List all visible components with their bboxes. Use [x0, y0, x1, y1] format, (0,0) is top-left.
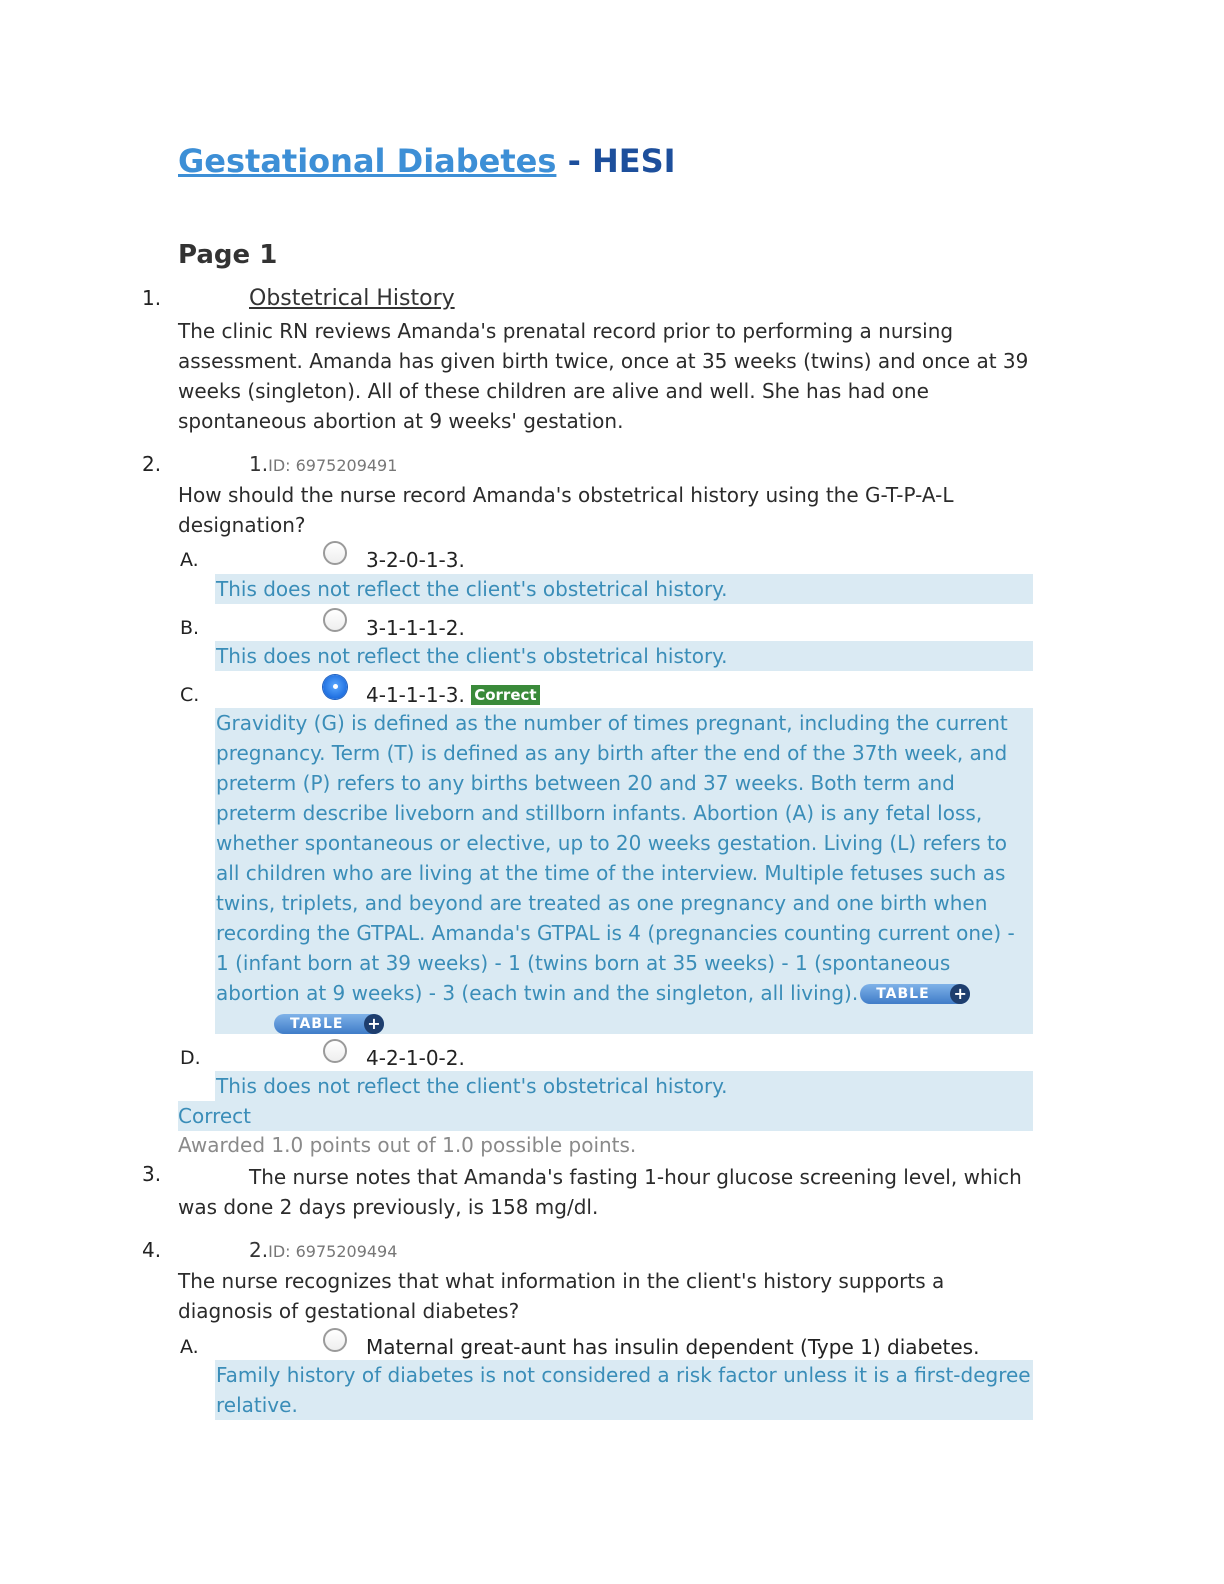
option-feedback: This does not reflect the client's obstetrical history.	[215, 574, 1033, 604]
question-id: ID: 6975209491	[268, 456, 398, 475]
option-text: 4-1-1-1-3.	[366, 683, 465, 707]
option-letter: D.	[180, 1047, 201, 1069]
option-letter: A.	[180, 1336, 199, 1358]
option-letter: C.	[180, 684, 200, 706]
table-button-label: TABLE	[876, 986, 930, 1002]
option-feedback: This does not reflect the client's obstetrical history.	[215, 1071, 1033, 1101]
radio-button-selected[interactable]	[323, 675, 347, 699]
item-number: 2.	[142, 452, 162, 476]
table-button[interactable]	[860, 984, 970, 1004]
question-text: How should the nurse record Amanda's obstetrical history using the G-T-P-A-L designation?	[178, 483, 954, 537]
question-number: 2.	[249, 1238, 269, 1262]
option-text: 4-2-1-0-2.	[366, 1046, 465, 1070]
title-link[interactable]: Gestational Diabetes	[178, 142, 557, 180]
points-awarded: Awarded 1.0 points out of 1.0 possible points.	[178, 1133, 637, 1157]
option-text: 3-1-1-1-2.	[366, 616, 465, 640]
feedback-text: Gravidity (G) is defined as the number of times pregnant, including the current pregnancy. Term (T) is defined as any birth after the end of the 37th week, and preterm (P) refers to any births between 20 and 37 weeks. Both term and preterm describe liveborn and stillborn infants. Abortion (A) is any fetal loss, whether spontaneous or elective, up to 20 weeks gestation. Living (L) refers to all children who are living at the time of the interview. Multiple fetuses such as twins, triplets, and beyond are treated as one pregnancy and one birth when recording the GTPAL. Amanda's GTPAL is 4 (pregnancies counting current one) - 1 (infant born at 39 weeks) - 1 (twins born at 35 weeks) - 1 (spontaneous abortion at 9 weeks) - 3 (each twin and the singleton, all living).	[216, 711, 1015, 1005]
option-feedback: This does not reflect the client's obstetrical history.	[215, 641, 1033, 671]
table-button[interactable]	[274, 1014, 384, 1034]
option-feedback: Family history of diabetes is not considered a risk factor unless it is a first-degree relative.	[215, 1360, 1033, 1420]
item-text: The nurse notes that Amanda's fasting 1-hour glucose screening level, which was done 2 days previously, is 158 mg/dl.	[178, 1165, 1022, 1219]
option-feedback	[215, 708, 1033, 1034]
question-header	[249, 452, 397, 476]
question-text: The nurse recognizes that what information in the client's history supports a diagnosis of gestational diabetes?	[178, 1269, 945, 1323]
plus-icon: +	[950, 984, 970, 1004]
plus-icon: +	[364, 1014, 384, 1034]
correct-badge: Correct	[471, 685, 539, 705]
option-text: Maternal great-aunt has insulin dependent (Type 1) diabetes.	[366, 1335, 980, 1359]
page-heading: Page 1	[178, 240, 278, 270]
table-button-label: TABLE	[290, 1016, 344, 1032]
item-text: The clinic RN reviews Amanda's prenatal record prior to performing a nursing assessment. Amanda has given birth twice, once at 35 weeks (twins) and once at 39 weeks (singleton). All of these children are alive and well. She has had one spontaneous abortion at 9 weeks' gestation.	[178, 319, 1029, 433]
radio-button[interactable]	[323, 608, 347, 632]
question-number: 1.	[249, 452, 269, 476]
item-number: 4.	[142, 1238, 162, 1262]
option-text: 3-2-0-1-3.	[366, 548, 465, 572]
radio-button[interactable]	[323, 541, 347, 565]
question-id: ID: 6975209494	[268, 1242, 398, 1261]
result-status: Correct	[178, 1101, 1033, 1131]
title-suffix: - HESI	[567, 142, 676, 180]
option-letter: B.	[180, 617, 200, 639]
radio-button[interactable]	[323, 1039, 347, 1063]
item-number: 3.	[142, 1162, 162, 1186]
section-heading[interactable]: Obstetrical History	[249, 286, 455, 311]
item-number: 1.	[142, 286, 162, 310]
question-header	[249, 1238, 397, 1262]
option-letter: A.	[180, 549, 199, 571]
document-title	[178, 142, 676, 180]
radio-button[interactable]	[323, 1328, 347, 1352]
option-text-row	[366, 683, 540, 707]
